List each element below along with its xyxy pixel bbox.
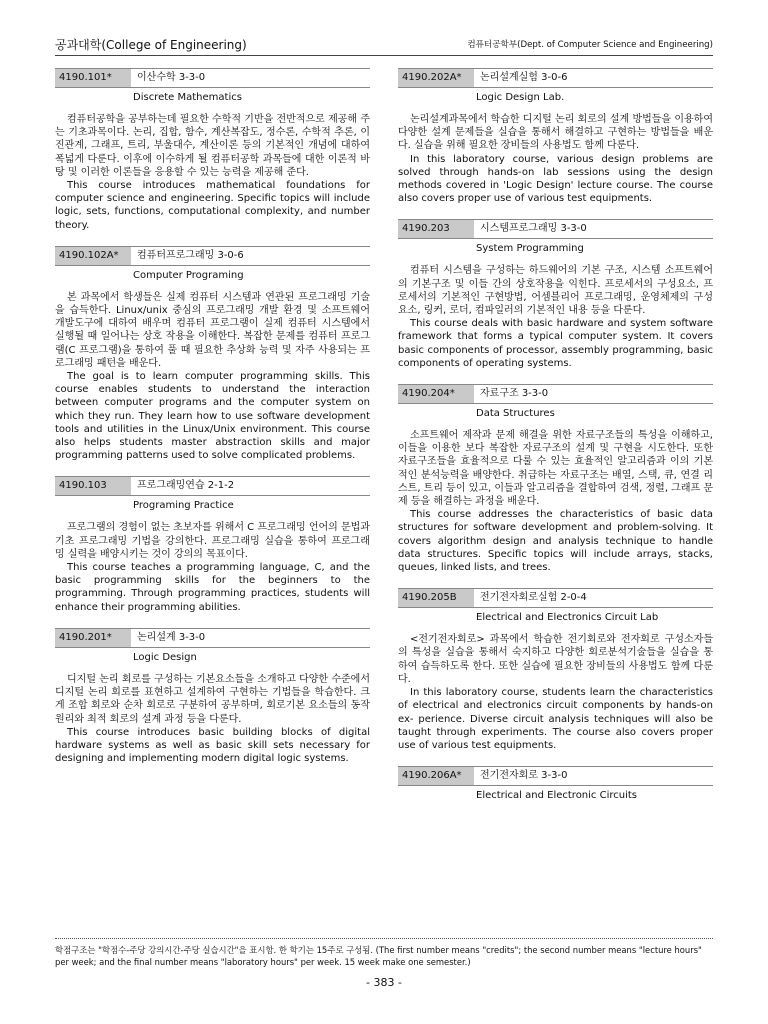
description-korean: 소프트웨어 제작과 문제 해결을 위한 자료구조들의 특성을 이해하고, 이들을 이용한 보다 복잡한 자료구조의 설계 및 구현을 시도한다. 또한 자료구조들을 효율적으로 다룰 수 있는 효율적인 알고리즘과 이의 기본적인 분석능력을 배양한다. 취급하는 자료구조는 배열, 스택, 큐, 연결 리스트, 트리 등이 있고, 이들과 알고리즘을 결합하여 검색, 정렬, 그래프 문제 등을 해결하는 과정을 배운다.: [398, 430, 713, 508]
right-column: [398, 68, 713, 811]
course-title-korean: 이산수학 3-3-0: [131, 68, 370, 88]
course-title-korean: 전기전자회로실험 2-0-4: [474, 588, 713, 608]
description-english: This course teaches a programming language, C, and the basic programming skills for the beginners to the programming. Through programming practices, students will enhance their programming abilities.: [55, 562, 370, 613]
course-title-english: Discrete Mathematics: [133, 92, 242, 103]
course-code: 4190.101*: [55, 68, 131, 88]
header-department: 컴퓨터공학부(Dept. of Computer Science and Engineering): [467, 40, 713, 50]
description-english: In this laboratory course, various design problems are solved through hands-on lab sessions using the design methods covered in 'Logic Design' lecture course. The course also covers proper use of various test equipments.: [398, 153, 713, 205]
course-code: 4190.103: [55, 476, 131, 496]
course-description: [55, 113, 370, 232]
description-korean: <전기전자회로> 과목에서 학습한 전기회로와 전자회로 구성소자들의 특성을 실습을 통해서 숙지하고 다양한 회로분석기술들을 실습을 통하여 습득하도록 한다. 또한 실습에 필요한 장비들의 사용법도 함께 다룬다.: [398, 634, 713, 685]
course-title-korean: 논리설계 3-3-0: [131, 628, 370, 648]
course-description: [398, 429, 713, 574]
course-title-english: System Programming: [476, 243, 584, 255]
course-title-korean: 자료구조 3-3-0: [474, 384, 713, 404]
course-header: [55, 628, 370, 648]
description-korean: 컴퓨터 시스템을 구성하는 하드웨어의 기본 구조, 시스템 소프트웨어의 기본구조 및 이들 간의 상호작용을 익힌다. 프로세서의 구성요소, 프로세서의 기본적인 구현방법, 어셈블리어 프로그래밍, 운영체제의 구성요소, 링커, 로더, 컴파일러의 기본적인 내용 등을 다룬다.: [398, 265, 713, 317]
course-header: [55, 246, 370, 266]
footnote: 학점구조는 "학점수-주당 강의시간-주당 실습시간"을 표시함. 한 학기는 15주로 구성됨. (The first number means "credits"; the second number means "lecture hours" per week; and the final number means "laboratory hours" per week. 15 week make one semester.): [55, 945, 702, 967]
course-title-english: Electrical and Electronic Circuits: [476, 790, 638, 802]
course-header: [398, 68, 713, 88]
left-column: [55, 68, 370, 779]
course-code: 4190.102A*: [55, 246, 131, 266]
description-english: This course introduces mathematical foundations for computer science and engineering. Specific topics will include logic, sets, functions, computational complexity, and number theory.: [55, 180, 370, 231]
course-title-english: Electrical and Electronics Circuit Lab: [476, 612, 659, 624]
course-code: 4190.201*: [55, 628, 131, 648]
course-title-english: Data Structures: [476, 408, 555, 420]
course-title-english: Logic Design Lab.: [476, 92, 565, 103]
course-title-korean: 컴퓨터프로그래밍 3-0-6: [131, 246, 370, 266]
course-header: [55, 68, 370, 88]
page-number: - 383 -: [366, 976, 402, 989]
course-description: [398, 113, 713, 205]
description-english: The goal is to learn computer programming skills. This course enables students to understand the interaction between computer programs and the computer system on which they run. They learn how to use software development tools and utilities in the Linux/Unix environment. This course also helps students master abstraction skills and major programming patterns used to solve complicated problems.: [55, 371, 370, 462]
course-title-korean: 시스템프로그래밍 3-3-0: [474, 219, 713, 239]
course-code: 4190.204*: [398, 384, 474, 404]
course-code: 4190.202A*: [398, 68, 474, 88]
description-korean: 컴퓨터공학을 공부하는데 필요한 수학적 기반을 전반적으로 제공해 주는 기초과목이다. 논리, 집합, 함수, 계산복잡도, 정수론, 수학적 추론, 이진관계, 그래프, 트리, 부울대수, 계산이론 등의 기본적인 개념에 대하여 폭넓게 다룬다. 이후에 이수하게 될 컴퓨터공학 과목들에 대한 이론적 바탕 및 이러한 이론들을 응용할 수 있는 능력을 제공해 준다.: [55, 114, 371, 178]
course-code: 4190.206A*: [398, 766, 474, 786]
header-divider: [55, 55, 713, 56]
course-title-english: Programing Practice: [133, 500, 234, 512]
course-description: [55, 521, 370, 613]
header-college: 공과대학(College of Engineering): [55, 38, 247, 52]
course-header: [398, 384, 713, 404]
course-title-english: Computer Programing: [133, 269, 244, 281]
course-title-english: Logic Design: [133, 651, 197, 663]
course-description: [55, 673, 370, 765]
course-header: [55, 476, 370, 496]
course-title-korean: 전기전자회로 3-3-0: [474, 766, 713, 786]
footnote-divider: [55, 938, 713, 939]
description-korean: 본 과목에서 학생들은 실제 컴퓨터 시스템과 연관된 프로그래밍 기술을 습득한다. Linux/unix 중심의 프로그래밍 개발 환경 및 소프트웨어 개발도구에 대하여 배우며 컴퓨터 프로그램이 실제 컴퓨터 시스템에서 실행될 때 일어나는 상호 작용을 이해한다. 복잡한 문제를 컴퓨터 프로그램(C 프로그램)을 통하여 풀 때 필요한 추상화 능력 및 자주 사용되는 프로그래밍 패턴을 배운다.: [55, 291, 370, 369]
description-english: This course introduces basic building blocks of digital hardware systems as well as basic skill sets necessary for designing and implementing modern digital logic systems.: [55, 726, 370, 765]
course-code: 4190.205B: [398, 588, 474, 608]
course-header: [398, 588, 713, 608]
description-english: In this laboratory course, students learn the characteristics of electrical and electronics circuit components by hands-on ex- perience. Diverse circuit analysis techniques will also be taught through experiments. The course also covers proper use of various test equipments.: [398, 687, 713, 751]
course-code: 4190.203: [398, 219, 474, 239]
description-korean: 논리설계과목에서 학습한 디지털 논리 회로의 설계 방법들을 이용하여 다양한 설계 문제들을 실습을 통해서 해결하고 구현하는 방법들을 배운다. 실습을 위해 필요한 장비들의 사용법도 함께 다룬다.: [398, 114, 714, 152]
description-english: This course deals with basic hardware and system software framework that forms a typical computer system. It covers basic components of processor, assembly programming, basic components of operating systems.: [398, 318, 713, 369]
course-description: [398, 264, 713, 370]
course-header: [398, 766, 713, 786]
course-title-korean: 프로그래밍연습 2-1-2: [131, 476, 370, 496]
course-header: [398, 219, 713, 239]
description-korean: 프로그램의 경험이 없는 초보자를 위해서 C 프로그래밍 언어의 문법과 기초 프로그래밍 기법을 강의한다. 프로그래밍 실습을 통하여 프로그래밍 실력을 배양시키는 것이 강의의 목표이다.: [55, 522, 370, 560]
description-english: This course addresses the characteristics of basic data structures for software development and problem-solving. It covers algorithm design and analysis technique to handle data structures. Specific topics will include arrays, stacks, queues, linked lists, and trees.: [398, 509, 713, 574]
description-korean: 디지털 논리 회로를 구성하는 기본요소들을 소개하고 다양한 수준에서 디지털 논리 회로를 표현하고 설계하여 구현하는 기법들을 학습한다. 크게 조합 회로와 순차 회로로 구분하여 공부하며, 회로기본 요소들의 동작 원리와 최적 회로의 설계 과정 등을 다룬다.: [55, 673, 371, 725]
course-description: [55, 291, 370, 463]
course-title-korean: 논리설계실험 3-0-6: [474, 68, 713, 88]
page-header: [55, 34, 713, 54]
course-description: [398, 633, 713, 752]
